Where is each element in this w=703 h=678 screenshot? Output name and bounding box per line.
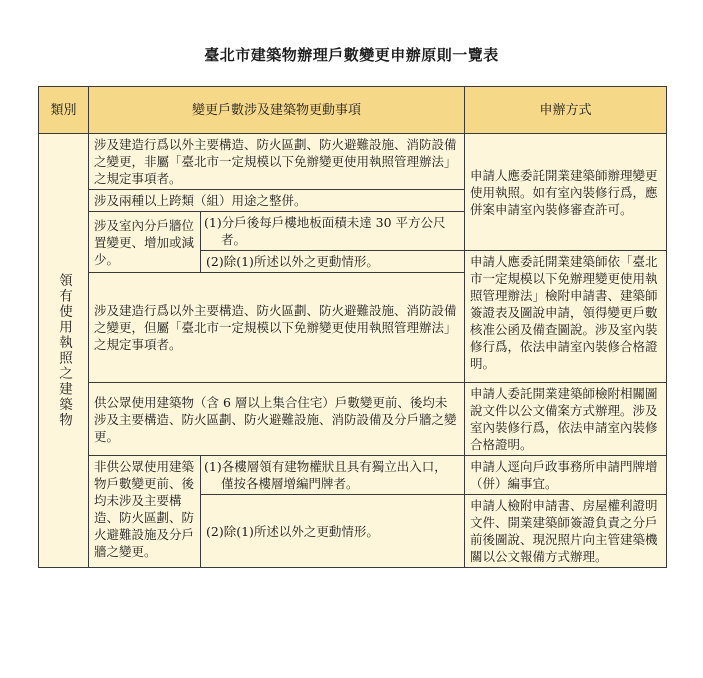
- item-label-cell: 涉及室內分戶牆位置變更、增加或減少。: [89, 212, 201, 273]
- item-label-cell: 非供公眾使用建築物戶數變更前、後均未涉及主要構造、防火區劃、防火避難設施及分戶牆之變更。: [89, 456, 201, 568]
- page-title: 臺北市建築物辦理戶數變更申辦原則一覽表: [204, 46, 499, 64]
- method-cell: 申請人應委託開業建築師辦理變更使用執照。如有室內裝修行爲，應併案申請室內裝修審查許可。: [465, 134, 667, 251]
- table-row: [39, 383, 667, 456]
- item-sub-cell: (1)各樓層領有建物權狀且具有獨立出入口，僅按各樓層增編門牌者。: [201, 456, 465, 495]
- header-method: 申辦方式: [465, 87, 667, 134]
- rules-table: [38, 86, 667, 568]
- header-items: 變更戶數涉及建築物更動事項: [89, 87, 465, 134]
- header-row: [39, 87, 667, 134]
- category-cell: 領有使用執照之建築物: [39, 134, 89, 568]
- item-cell: 供公眾使用建築物（含 6 層以上集合住宅）戶數變更前、後均未涉及主要構造、防火區劃、防火避難設施、消防設備及分戶牆之變更。: [89, 383, 465, 456]
- item-cell: 涉及建造行爲以外主要構造、防火區劃、防火避難設施、消防設備之變更，非屬「臺北市一定規模以下免辦變更使用執照管理辦法」之規定事項者。: [89, 134, 465, 190]
- table-row: [39, 134, 667, 190]
- method-cell: 申請人檢附申請書、房屋權利證明文件、開業建築師簽證負責之分戶前後圖說、現況照片向主管建築機關以公文報備方式辦理。: [465, 495, 667, 568]
- method-cell: 申請人逕向戶政事務所申請門牌增（併）編事宜。: [465, 456, 667, 495]
- header-category: 類別: [39, 87, 89, 134]
- method-cell: 申請人委託開業建築師檢附相關圖說文件以公文備案方式辦理。涉及室內裝修行爲，依法申請室內裝修合格證明。: [465, 383, 667, 456]
- item-cell: 涉及建造行爲以外主要構造、防火區劃、防火避難設施、消防設備之變更，但屬「臺北市一定規模以下免辦變更使用執照管理辦法」之規定事項者。: [89, 273, 465, 383]
- item-sub-cell: (1)分戶後每戶樓地板面積未達 30 平方公尺者。: [201, 212, 465, 251]
- table-row: [39, 456, 667, 495]
- method-cell: 申請人應委託開業建築師依「臺北市一定規模以下免辦理變更使用執照管理辦法」檢附申請書、建築師簽證表及圖說申請，領得變更戶數核准公函及備查圖說。涉及室內裝修行爲，依法申請室內裝修合格證明。: [465, 251, 667, 383]
- item-sub-cell: (2)除(1)所述以外之更動情形。: [201, 251, 465, 273]
- item-cell: 涉及兩種以上跨類（組）用途之整併。: [89, 190, 465, 212]
- item-sub-cell: (2)除(1)所述以外之更動情形。: [201, 495, 465, 568]
